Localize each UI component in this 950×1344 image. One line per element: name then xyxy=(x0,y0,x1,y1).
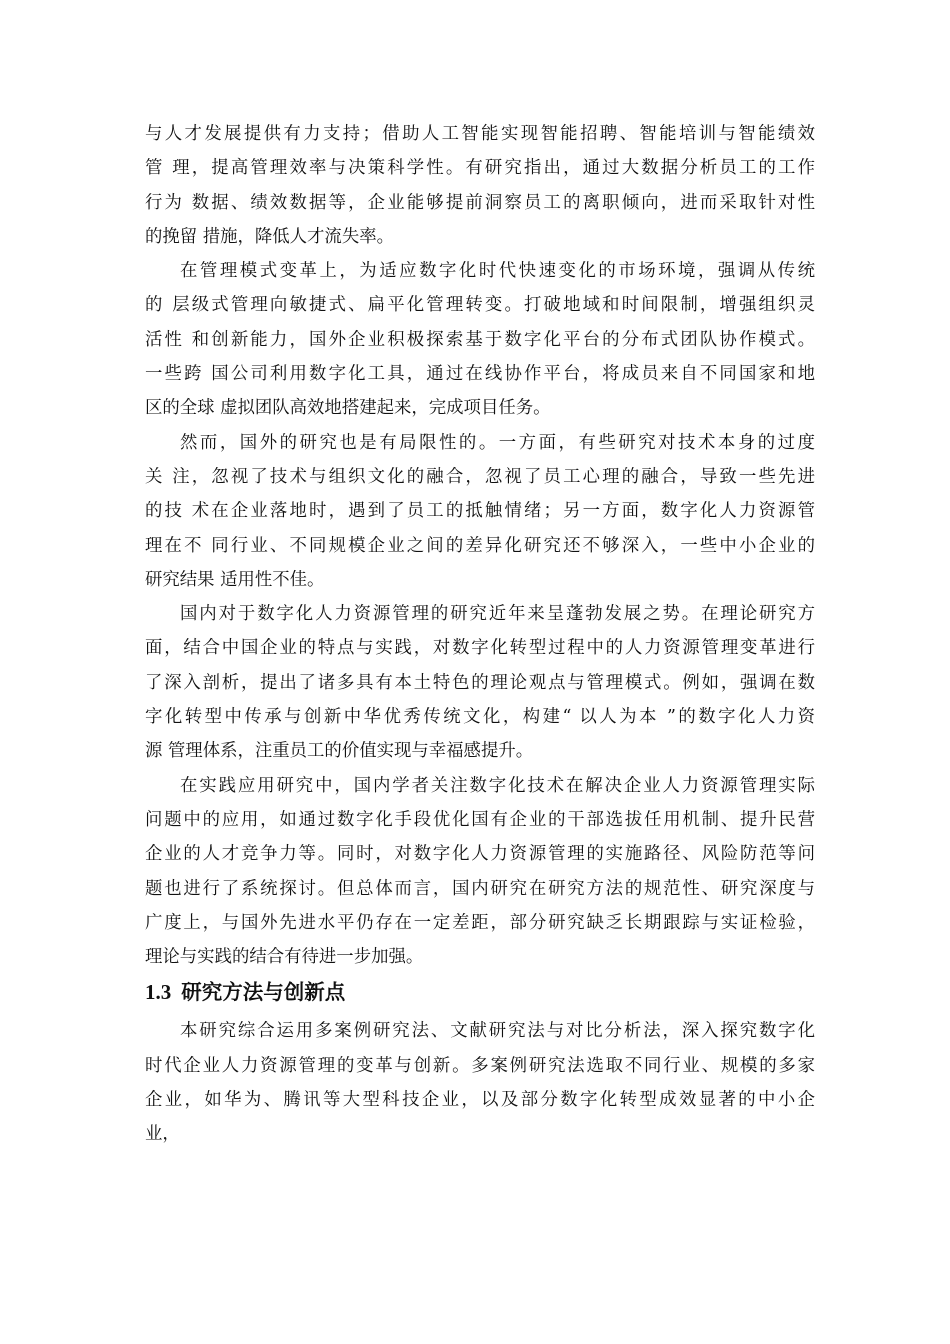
paragraph-domestic-theory xyxy=(145,597,815,768)
text-line: 国内对于数字化人力资源管理的研究近年来呈蓬勃发展之势。在理论研究方 xyxy=(180,604,815,625)
text-line: 管 理，提高管理效率与决策科学性。有研究指出，通过大数据分析员工的工作 xyxy=(145,158,815,179)
text-line: 活性 和创新能力，国外企业积极探索基于数字化平台的分布式团队协作模式。 xyxy=(145,329,815,350)
document-page xyxy=(145,117,815,1152)
text-line: 的技 术在企业落地时，遇到了员工的抵触情绪；另一方面，数字化人力资源管 xyxy=(145,501,815,522)
text-line: 广度上，与国外先进水平仍存在一定差距，部分研究缺乏长期跟踪与实证检验， xyxy=(145,912,815,933)
paragraph-continuation xyxy=(145,117,815,254)
text-line: 在实践应用研究中，国内学者关注数字化技术在解决企业人力资源管理实际 xyxy=(180,775,815,796)
text-line: 本研究综合运用多案例研究法、文献研究法与对比分析法，深入探究数字化 xyxy=(180,1021,815,1042)
text-line: 与人才发展提供有力支持；借助人工智能实现智能招聘、智能培训与智能绩效 xyxy=(145,124,815,144)
text-line: 然而，国外的研究也是有局限性的。一方面，有些研究对技术本身的过度 xyxy=(180,432,815,453)
text-line: 面，结合中国企业的特点与实践，对数字化转型过程中的人力资源管理变革进行 xyxy=(145,638,815,659)
section-heading xyxy=(145,978,815,1006)
text-line: 业， xyxy=(145,1124,180,1145)
text-line: 字化转型中传承与创新中华优秀传统文化，构建“ 以人为本 ”的数字化人力资 xyxy=(145,707,815,728)
text-line: 研究结果 适用性不佳。 xyxy=(145,569,325,590)
text-line: 理论与实践的结合有待进一步加强。 xyxy=(145,947,424,968)
text-line: 企业的人才竞争力等。同时，对数字化人力资源管理的实施路径、风险防范等问 xyxy=(145,844,815,865)
paragraph-research-methods xyxy=(145,1014,815,1151)
text-line: 行为 数据、绩效数据等，企业能够提前洞察员工的离职倾向，进而采取针对性 xyxy=(145,192,815,213)
text-line: 时代企业人力资源管理的变革与创新。多案例研究法选取不同行业、规模的多家 xyxy=(145,1055,815,1076)
text-line: 企业，如华为、腾讯等大型科技企业，以及部分数字化转型成效显著的中小企 xyxy=(145,1090,815,1111)
text-line: 的挽留 措施，降低人才流失率。 xyxy=(145,226,394,247)
text-line: 一些跨 国公司利用数字化工具，通过在线协作平台，将成员来自不同国家和地 xyxy=(145,364,815,385)
section-title: 研究方法与创新点 xyxy=(181,980,346,1005)
text-line: 题也进行了系统探讨。但总体而言，国内研究在研究方法的规范性、研究深度与 xyxy=(145,878,815,899)
paragraph-management-model xyxy=(145,254,815,425)
paragraph-domestic-practice xyxy=(145,769,815,975)
text-line: 的 层级式管理向敏捷式、扁平化管理转变。打破地域和时间限制，增强组织灵 xyxy=(145,295,815,316)
text-line: 区的全球 虚拟团队高效地搭建起来，完成项目任务。 xyxy=(145,398,551,419)
text-line: 理在不 同行业、不同规模企业之间的差异化研究还不够深入，一些中小企业的 xyxy=(145,535,815,556)
text-line: 关 注，忽视了技术与组织文化的融合，忽视了员工心理的融合，导致一些先进 xyxy=(145,466,815,487)
section-number: 1.3 xyxy=(145,980,172,1005)
text-line: 了深入剖析，提出了诸多具有本土特色的理论观点与管理模式。例如，强调在数 xyxy=(145,672,815,693)
text-line: 在管理模式变革上，为适应数字化时代快速变化的市场环境，强调从传统 xyxy=(180,261,815,282)
text-line: 问题中的应用，如通过数字化手段优化国有企业的干部选拔任用机制、提升民营 xyxy=(145,809,815,830)
paragraph-limitations xyxy=(145,426,815,597)
text-line: 源 管理体系，注重员工的价值实现与幸福感提升。 xyxy=(145,741,534,762)
